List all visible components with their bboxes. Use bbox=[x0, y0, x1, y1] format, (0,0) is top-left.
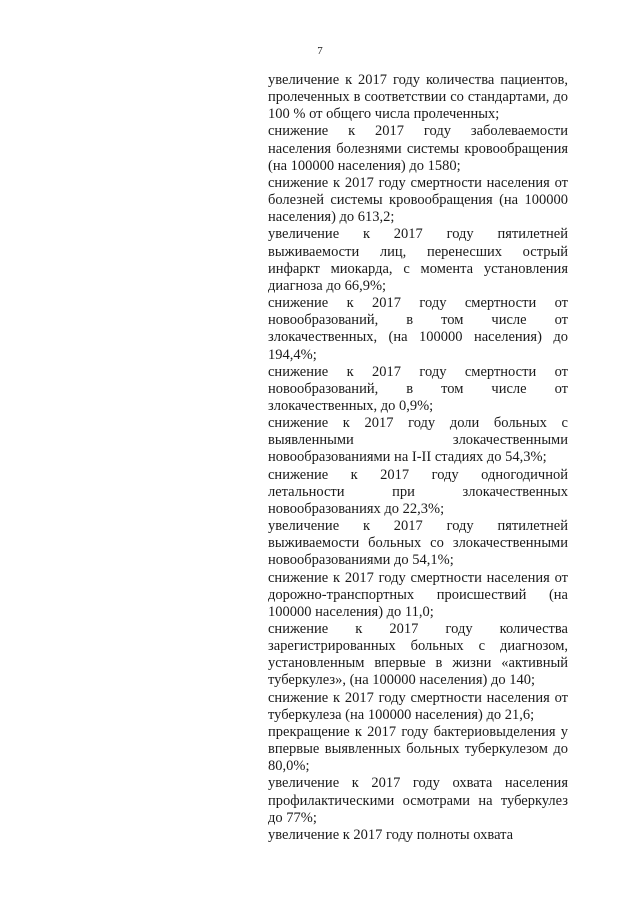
list-item: увеличение к 2017 году количества пациентов, пролеченных в соответствии со стандартами, до 100 % от общего числа пролеченных; bbox=[268, 72, 568, 123]
list-item: увеличение к 2017 году охвата населения профилактическими осмотрами на туберкулез до 77%; bbox=[268, 775, 568, 826]
page-number: 7 bbox=[317, 45, 323, 57]
list-item: снижение к 2017 году смертности населения от дорожно-транспортных происшествий (на 100000 населения) до 11,0; bbox=[268, 569, 568, 620]
text-column bbox=[268, 72, 568, 844]
list-item: снижение к 2017 году заболеваемости населения болезнями системы кровообращения (на 100000 населения) до 1580; bbox=[268, 123, 568, 174]
list-item: снижение к 2017 году доли больных с выявленными злокачественными новообразованиями на I-II стадиях до 54,3%; bbox=[268, 415, 568, 466]
list-item: прекращение к 2017 году бактериовыделения у впервые выявленных больных туберкулезом до 80,0%; bbox=[268, 723, 568, 775]
list-item: снижение к 2017 году одногодичной летальности при злокачественных новообразованиях до 22,3%; bbox=[268, 466, 568, 517]
list-item: увеличение к 2017 году полноты охвата bbox=[268, 826, 514, 843]
list-item: снижение к 2017 году смертности населения от туберкулеза (на 100000 населения) до 21,6; bbox=[268, 689, 568, 723]
list-item: снижение к 2017 году смертности от новообразований, в том числе от злокачественных, (на 100000 населения) до 194,4%; bbox=[268, 295, 568, 363]
list-item: снижение к 2017 году смертности от новообразований, в том числе от злокачественных, до 0,9%; bbox=[268, 363, 568, 414]
list-item: увеличение к 2017 году пятилетней выживаемости лиц, перенесших острый инфаркт миокарда, с момента установления диагноза до 66,9%; bbox=[268, 226, 568, 294]
list-item: снижение к 2017 году количества зарегистрированных больных с диагнозом, установленным впервые в жизни «активный туберкулез», (на 100000 населения) до 140; bbox=[268, 621, 568, 689]
list-item: снижение к 2017 году смертности населения от болезней системы кровообращения (на 100000 населения) до 613,2; bbox=[268, 174, 568, 226]
list-item: увеличение к 2017 году пятилетней выживаемости больных со злокачественными новообразованиями до 54,1%; bbox=[268, 518, 568, 569]
